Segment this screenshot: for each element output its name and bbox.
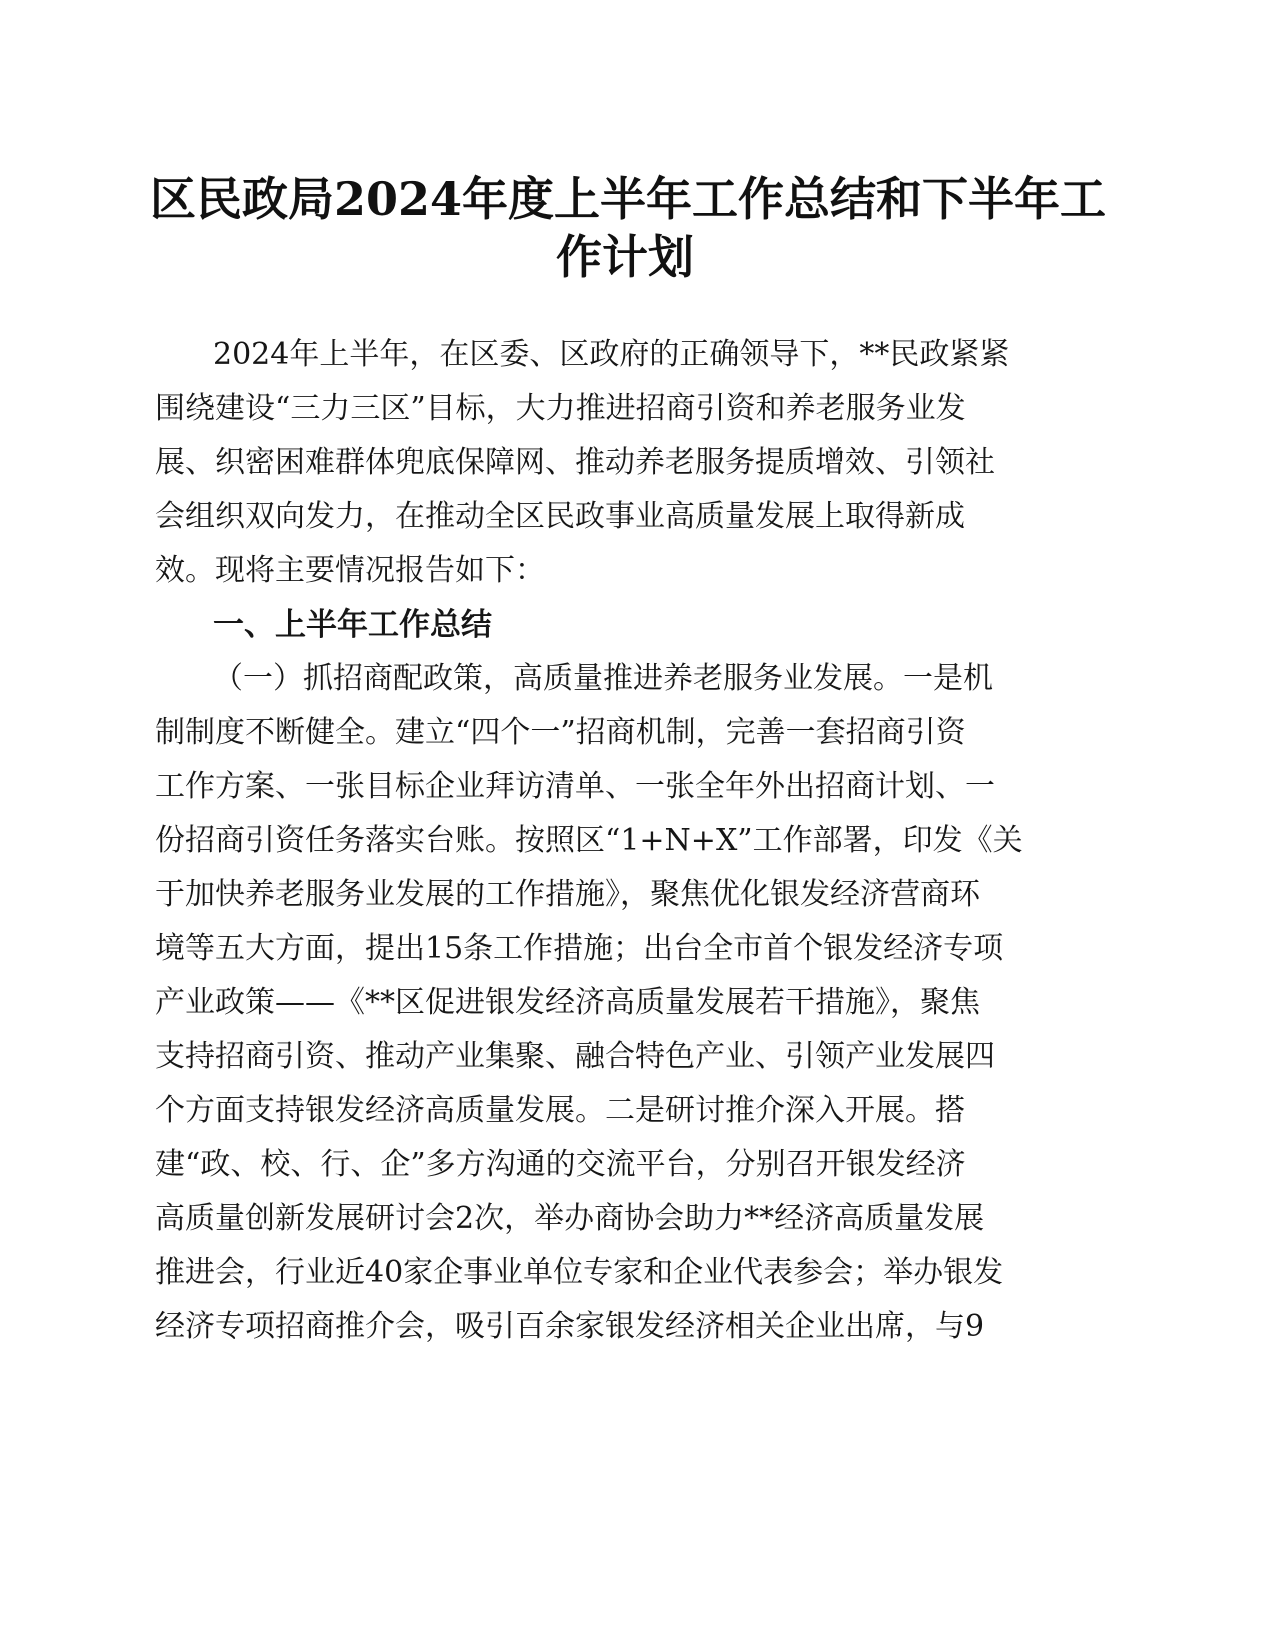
section-paragraph-line: 建“政、校、行、企”多方沟通的交流平台，分别召开银发经济 bbox=[155, 1147, 966, 1182]
title-line: 区民政局2024年度上半年工作总结和下半年工 bbox=[150, 172, 1107, 226]
intro-paragraph-line: 效。现将主要情况报告如下： bbox=[155, 553, 545, 588]
title-line: 作计划 bbox=[556, 230, 694, 284]
document-title bbox=[150, 170, 1107, 286]
intro-paragraph-line: 会组织双向发力，在推动全区民政事业高质量发展上取得新成 bbox=[155, 499, 965, 534]
section-heading: 一、上半年工作总结 bbox=[213, 607, 492, 643]
section-paragraph-line: 份招商引资任务落实台账。按照区“1+N+X”工作部署，印发《关 bbox=[155, 823, 1023, 858]
section-paragraph-line: 个方面支持银发经济高质量发展。二是研讨推介深入开展。搭 bbox=[155, 1093, 965, 1128]
section-paragraph-line: 产业政策——《**区促进银发经济高质量发展若干措施》，聚焦 bbox=[155, 985, 980, 1020]
section-paragraph-line: 境等五大方面，提出15条工作措施；出台全市首个银发经济专项 bbox=[155, 931, 1004, 966]
document-body bbox=[155, 328, 1105, 1354]
intro-paragraph-line: 2024年上半年，在区委、区政府的正确领导下，**民政紧紧 bbox=[213, 337, 1010, 372]
section-paragraph-line: 支持招商引资、推动产业集聚、融合特色产业、引领产业发展四 bbox=[155, 1039, 995, 1074]
section-paragraph-line: 制制度不断健全。建立“四个一”招商机制，完善一套招商引资 bbox=[155, 715, 966, 750]
section-paragraph-line: 推进会，行业近40家企事业单位专家和企业代表参会；举办银发 bbox=[155, 1255, 1004, 1290]
section-paragraph-line: （一）抓招商配政策，高质量推进养老服务业发展。一是机 bbox=[213, 661, 993, 696]
section-paragraph-line: 经济专项招商推介会，吸引百余家银发经济相关企业出席，与9 bbox=[155, 1309, 985, 1344]
section-paragraph-line: 高质量创新发展研讨会2次，举办商协会助力**经济高质量发展 bbox=[155, 1201, 985, 1236]
section-paragraph-line: 工作方案、一张目标企业拜访清单、一张全年外出招商计划、一 bbox=[155, 769, 995, 804]
section-paragraph-line: 于加快养老服务业发展的工作措施》，聚焦优化银发经济营商环 bbox=[155, 877, 980, 912]
intro-paragraph-line: 围绕建设“三力三区”目标，大力推进招商引资和养老服务业发 bbox=[155, 391, 966, 426]
intro-paragraph-line: 展、织密困难群体兜底保障网、推动养老服务提质增效、引领社 bbox=[155, 445, 995, 480]
